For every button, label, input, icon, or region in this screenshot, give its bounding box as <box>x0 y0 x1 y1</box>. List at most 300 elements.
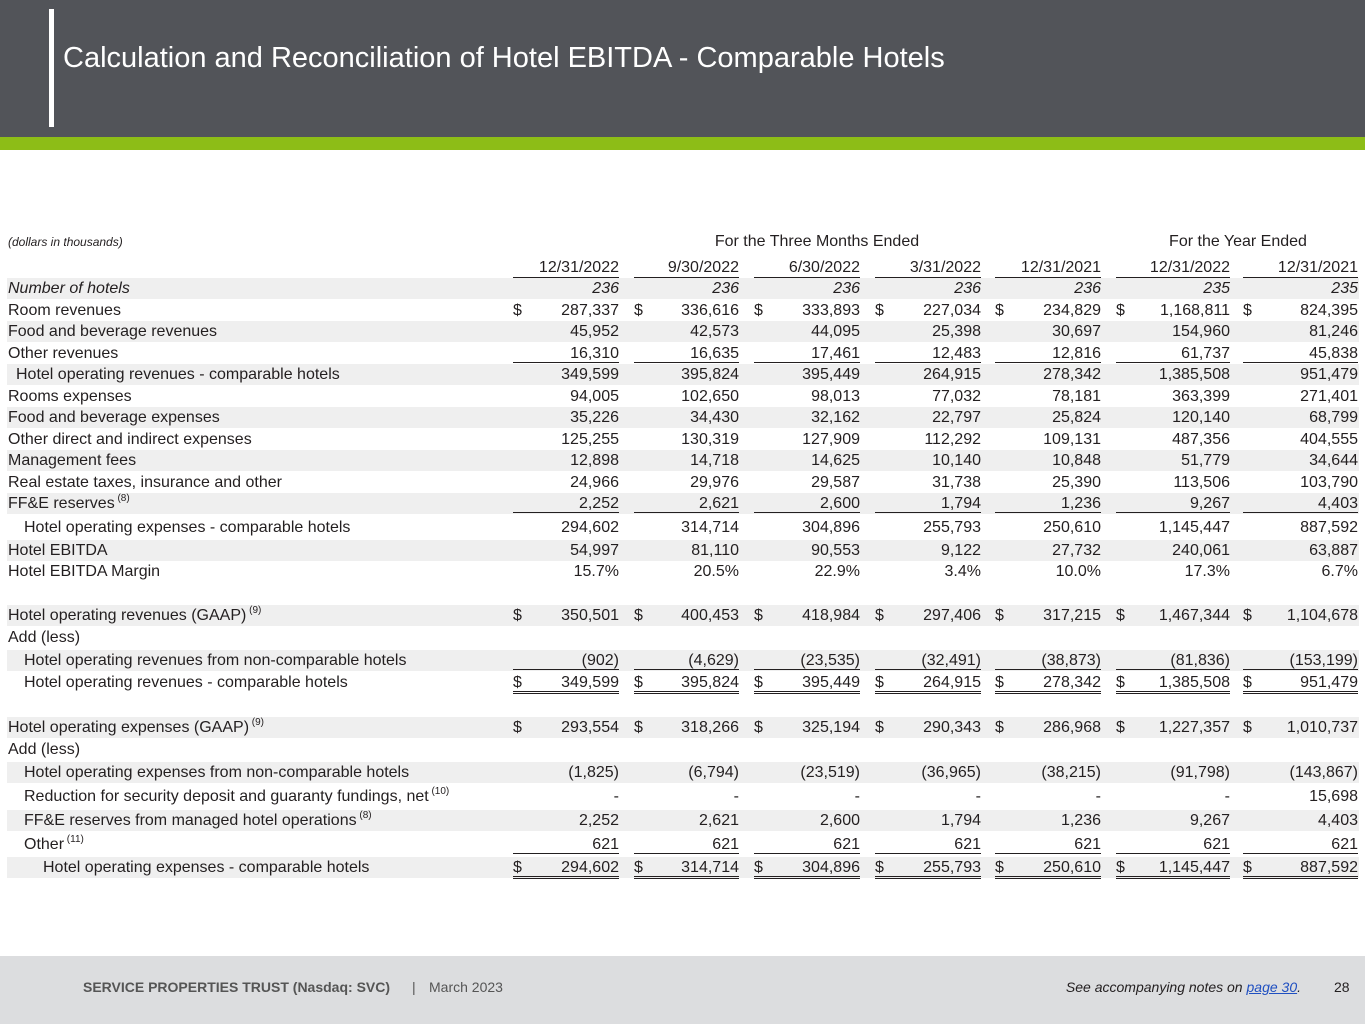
dollar-sign: $ <box>875 607 884 624</box>
dollar-sign: $ <box>1116 607 1125 624</box>
table-cell <box>875 495 981 513</box>
cell-value: 255,793 <box>923 859 981 876</box>
table-cell <box>513 719 619 736</box>
table-cell <box>513 563 619 580</box>
notes-page-link[interactable]: page 30 <box>1246 979 1298 995</box>
dollar-sign: $ <box>634 302 643 319</box>
cell-value: 349,599 <box>561 366 619 383</box>
cell-value: 25,398 <box>932 323 981 340</box>
table-cell <box>513 388 619 405</box>
column-header <box>634 259 739 278</box>
table-cell <box>754 366 860 383</box>
row-label-text: Food and beverage expenses <box>8 409 220 426</box>
row-label <box>8 629 80 647</box>
cell-value: 297,406 <box>923 607 981 624</box>
cell-value: 103,790 <box>1300 474 1358 491</box>
footnote-ref: (8) <box>114 493 130 504</box>
dollar-sign: $ <box>634 719 643 736</box>
table-cell <box>1243 674 1358 694</box>
table-cell <box>634 280 739 297</box>
table-cell <box>1116 431 1230 448</box>
cell-value: 30,697 <box>1052 323 1101 340</box>
table-cell <box>513 859 619 879</box>
dollar-sign: $ <box>634 674 643 691</box>
table-cell <box>754 764 860 781</box>
column-header-text: 3/31/2022 <box>909 259 981 276</box>
table-cell <box>634 652 739 670</box>
cell-value: 20.5% <box>693 563 739 580</box>
row-label-text: Management fees <box>8 452 137 469</box>
table-cell <box>875 388 981 405</box>
table-cell <box>754 741 860 758</box>
table-cell <box>1116 345 1230 363</box>
table-cell <box>995 563 1101 580</box>
table-cell <box>1116 280 1230 297</box>
table-cell <box>1116 674 1230 694</box>
cell-value: 1,145,447 <box>1158 859 1230 876</box>
table-cell <box>634 607 739 624</box>
cell-value: 24,966 <box>570 474 619 491</box>
cell-value: 45,838 <box>1309 345 1358 362</box>
dollar-sign: $ <box>1116 859 1125 876</box>
cell-value: 98,013 <box>811 388 860 405</box>
column-header-text: 12/31/2021 <box>1277 259 1358 276</box>
table-cell <box>1116 495 1230 513</box>
table-cell <box>1243 431 1358 448</box>
cell-value: 236 <box>954 280 981 297</box>
table-cell <box>875 719 981 736</box>
cell-value: 9,267 <box>1189 495 1230 512</box>
cell-value: 271,401 <box>1300 388 1358 405</box>
dollar-sign: $ <box>754 719 763 736</box>
cell-value: 1,104,678 <box>1286 607 1358 624</box>
row-label <box>8 542 108 560</box>
row-label-text: Room revenues <box>8 302 121 319</box>
cell-value: 10.0% <box>1055 563 1101 580</box>
column-header-row <box>7 257 1359 278</box>
row-label <box>24 812 372 830</box>
table-cell <box>1116 366 1230 383</box>
cell-value: 29,587 <box>811 474 860 491</box>
cell-value: 235 <box>1331 280 1358 297</box>
table-cell <box>634 452 739 469</box>
cell-value: 14,625 <box>811 452 860 469</box>
table-row <box>7 627 1359 648</box>
row-label-text: Food and beverage revenues <box>8 323 218 340</box>
table-row <box>7 810 1359 831</box>
cell-value: 294,602 <box>561 859 619 876</box>
table-cell <box>513 409 619 426</box>
table-row <box>7 834 1359 855</box>
row-label-text: Add (less) <box>8 629 81 646</box>
table-cell <box>513 495 619 513</box>
table-cell <box>995 652 1101 670</box>
table-cell <box>513 607 619 624</box>
cell-value: 317,215 <box>1043 607 1101 624</box>
footnote-ref: (8) <box>356 810 372 821</box>
cell-value: 1,467,344 <box>1158 607 1230 624</box>
table-cell <box>513 345 619 363</box>
table-cell <box>634 345 739 363</box>
table-cell <box>1116 859 1230 879</box>
row-label <box>8 388 132 406</box>
page-title: Calculation and Reconciliation of Hotel EBITDA - Comparable Hotels <box>63 42 945 74</box>
cell-value: 621 <box>833 836 860 853</box>
table-cell <box>634 764 739 781</box>
row-label <box>8 563 160 581</box>
table-cell <box>513 519 619 536</box>
table-cell <box>513 764 619 781</box>
cell-value: 17,461 <box>811 345 860 362</box>
cell-value: 395,449 <box>802 366 860 383</box>
cell-value: 120,140 <box>1172 409 1230 426</box>
row-label-text: Other revenues <box>8 345 119 362</box>
cell-value: 236 <box>592 280 619 297</box>
table-cell <box>1116 302 1230 319</box>
table-cell <box>1243 388 1358 405</box>
cell-value: 81,246 <box>1309 323 1358 340</box>
table-cell <box>754 409 860 426</box>
cell-value: 4,403 <box>1317 495 1358 512</box>
table-cell <box>995 302 1101 319</box>
row-label <box>8 719 264 737</box>
dollar-sign: $ <box>875 674 884 691</box>
cell-value: 250,610 <box>1043 519 1101 536</box>
cell-value: 2,600 <box>819 812 860 829</box>
table-cell <box>634 859 739 879</box>
table-cell <box>1116 812 1230 829</box>
table-cell <box>995 836 1101 854</box>
footnote-ref: (11) <box>64 834 84 845</box>
row-label-text: Hotel operating expenses - comparable hotels <box>43 859 370 876</box>
table-cell <box>634 719 739 736</box>
table-cell <box>875 741 981 758</box>
table-cell <box>875 452 981 469</box>
cell-value: 404,555 <box>1300 431 1358 448</box>
cell-value: 363,399 <box>1172 388 1230 405</box>
cell-value: (91,798) <box>1170 764 1230 781</box>
cell-value: 10,140 <box>932 452 981 469</box>
cell-value: 35,226 <box>570 409 619 426</box>
cell-value: 350,501 <box>561 607 619 624</box>
header-band <box>0 0 1365 137</box>
cell-value: 418,984 <box>802 607 860 624</box>
cell-value: 77,032 <box>932 388 981 405</box>
cell-value: 325,194 <box>802 719 860 736</box>
cell-value: 304,896 <box>802 519 860 536</box>
table-cell <box>1116 741 1230 758</box>
table-cell <box>875 764 981 781</box>
cell-value: 250,610 <box>1043 859 1101 876</box>
table-cell <box>875 323 981 340</box>
table-row <box>7 493 1359 514</box>
table-cell <box>1243 280 1358 297</box>
table-row <box>7 517 1359 538</box>
table-cell <box>513 788 619 805</box>
row-label <box>24 652 406 670</box>
cell-value: 395,449 <box>802 674 860 691</box>
row-label-text: Reduction for security deposit and guaranty fundings, net <box>24 788 429 805</box>
table-cell <box>513 323 619 340</box>
row-label <box>24 788 449 806</box>
cell-value: 2,621 <box>698 812 739 829</box>
cell-value: (1,825) <box>568 764 619 781</box>
cell-value: 236 <box>1074 280 1101 297</box>
cell-value: 824,395 <box>1300 302 1358 319</box>
table-cell <box>634 431 739 448</box>
cell-value: 16,310 <box>570 345 619 362</box>
table-cell <box>1243 345 1358 363</box>
table-cell <box>513 812 619 829</box>
cell-value: 293,554 <box>561 719 619 736</box>
column-header <box>1116 259 1230 278</box>
table-cell <box>875 280 981 297</box>
cell-value: 51,779 <box>1181 452 1230 469</box>
table-cell <box>513 629 619 646</box>
table-row <box>7 605 1359 626</box>
table-cell <box>513 431 619 448</box>
table-cell <box>513 280 619 297</box>
cell-value: (23,519) <box>800 764 860 781</box>
cell-value: - <box>854 788 860 805</box>
table-cell <box>754 836 860 854</box>
table-row <box>7 786 1359 807</box>
dollar-sign: $ <box>634 859 643 876</box>
cell-value: 14,718 <box>690 452 739 469</box>
table-cell <box>1116 323 1230 340</box>
dollar-sign: $ <box>995 859 1004 876</box>
cell-value: (143,867) <box>1289 764 1358 781</box>
row-label <box>24 674 348 692</box>
cell-value: 154,960 <box>1172 323 1230 340</box>
table-cell <box>995 607 1101 624</box>
table-cell <box>995 542 1101 559</box>
row-label <box>8 452 136 470</box>
footer-notes <box>1066 979 1301 995</box>
footnote-ref: (10) <box>428 786 450 797</box>
cell-value: 951,479 <box>1300 674 1358 691</box>
page-number: 28 <box>1334 979 1350 995</box>
table-cell <box>754 323 860 340</box>
cell-value: - <box>1095 788 1101 805</box>
table-cell <box>754 495 860 513</box>
table-cell <box>995 719 1101 736</box>
units-note: (dollars in thousands) <box>8 235 123 249</box>
table-row <box>7 450 1359 471</box>
dollar-sign: $ <box>1116 302 1125 319</box>
table-cell <box>995 519 1101 536</box>
cell-value: 34,430 <box>690 409 739 426</box>
row-label <box>43 859 369 877</box>
cell-value: 286,968 <box>1043 719 1101 736</box>
row-label-text: Other <box>24 836 65 853</box>
table-cell <box>1243 542 1358 559</box>
column-header-text: 9/30/2022 <box>667 259 739 276</box>
table-cell <box>1116 629 1230 646</box>
table-cell <box>995 764 1101 781</box>
table-row <box>7 762 1359 783</box>
table-cell <box>1116 652 1230 670</box>
table-cell <box>513 474 619 491</box>
table-cell <box>754 859 860 879</box>
cell-value: 400,453 <box>681 607 739 624</box>
cell-value: 294,602 <box>561 519 619 536</box>
table-cell <box>1116 607 1230 624</box>
dollar-sign: $ <box>754 607 763 624</box>
cell-value: 54,997 <box>570 542 619 559</box>
row-label <box>8 431 252 449</box>
cell-value: 621 <box>712 836 739 853</box>
table-cell <box>754 542 860 559</box>
column-header <box>513 259 619 278</box>
table-cell <box>754 345 860 363</box>
table-cell <box>875 674 981 694</box>
table-cell <box>634 366 739 383</box>
cell-value: 17.3% <box>1184 563 1230 580</box>
cell-value: 1,385,508 <box>1158 366 1230 383</box>
cell-value: 32,162 <box>811 409 860 426</box>
cell-value: 236 <box>712 280 739 297</box>
dollar-sign: $ <box>513 302 522 319</box>
table-cell <box>513 674 619 694</box>
table-cell <box>875 836 981 854</box>
dollar-sign: $ <box>875 719 884 736</box>
cell-value: 287,337 <box>561 302 619 319</box>
cell-value: 1,236 <box>1060 812 1101 829</box>
table-cell <box>995 388 1101 405</box>
cell-value: 304,896 <box>802 859 860 876</box>
cell-value: 61,737 <box>1181 345 1230 362</box>
table-cell <box>1116 452 1230 469</box>
table-row <box>7 739 1359 760</box>
cell-value: 1,168,811 <box>1160 302 1230 319</box>
table-cell <box>995 323 1101 340</box>
table-cell <box>634 563 739 580</box>
table-cell <box>634 788 739 805</box>
table-cell <box>634 302 739 319</box>
table-cell <box>875 542 981 559</box>
cell-value: 127,909 <box>802 431 860 448</box>
table-cell <box>875 788 981 805</box>
table-cell <box>754 674 860 694</box>
table-cell <box>875 366 981 383</box>
table-cell <box>995 345 1101 363</box>
footer <box>0 956 1365 1024</box>
dollar-sign: $ <box>995 719 1004 736</box>
table-row <box>7 300 1359 321</box>
table-cell <box>875 302 981 319</box>
table-row <box>7 343 1359 364</box>
table-cell <box>995 788 1101 805</box>
row-label <box>8 495 130 513</box>
table-cell <box>513 836 619 854</box>
table-cell <box>995 366 1101 383</box>
cell-value: 290,343 <box>923 719 981 736</box>
cell-value: 395,824 <box>681 674 739 691</box>
table-cell <box>1116 563 1230 580</box>
row-label <box>16 366 340 384</box>
table-cell <box>1116 542 1230 559</box>
column-header <box>995 259 1101 278</box>
table-cell <box>875 345 981 363</box>
table-cell <box>995 859 1101 879</box>
table-cell <box>1243 741 1358 758</box>
row-label <box>8 607 261 625</box>
table-cell <box>754 519 860 536</box>
dollar-sign: $ <box>1243 302 1252 319</box>
table-cell <box>995 812 1101 829</box>
footer-separator: | <box>412 979 416 995</box>
table-cell <box>1116 836 1230 854</box>
row-label <box>8 474 282 492</box>
row-label-text: Hotel operating expenses from non-comparable hotels <box>24 764 410 781</box>
table-cell <box>1243 409 1358 426</box>
cell-value: 109,131 <box>1043 431 1101 448</box>
cell-value: 29,976 <box>690 474 739 491</box>
table-cell <box>754 629 860 646</box>
table-cell <box>1116 764 1230 781</box>
row-label <box>8 741 80 759</box>
table-row <box>7 386 1359 407</box>
row-label-text: Hotel operating revenues - comparable hotels <box>16 366 340 383</box>
row-label-text: Other direct and indirect expenses <box>8 431 252 448</box>
cell-value: 9,267 <box>1189 812 1230 829</box>
table-row <box>7 540 1359 561</box>
cell-value: - <box>1224 788 1230 805</box>
row-label <box>8 280 130 298</box>
cell-value: 68,799 <box>1309 409 1358 426</box>
table-row <box>7 561 1359 582</box>
cell-value: 113,506 <box>1173 474 1230 491</box>
title-accent-bar <box>49 9 54 127</box>
cell-value: 236 <box>833 280 860 297</box>
cell-value: - <box>613 788 619 805</box>
table-cell <box>875 431 981 448</box>
table-cell <box>1243 859 1358 879</box>
dollar-sign: $ <box>513 674 522 691</box>
table-cell <box>754 812 860 829</box>
table-cell <box>1116 519 1230 536</box>
table-cell <box>1243 323 1358 340</box>
table-cell <box>1243 629 1358 646</box>
cell-value: 2,600 <box>819 495 860 512</box>
table-cell <box>995 629 1101 646</box>
table-row <box>7 472 1359 493</box>
cell-value: 487,356 <box>1172 431 1230 448</box>
table-cell <box>995 741 1101 758</box>
table-cell <box>634 388 739 405</box>
row-label <box>24 836 84 854</box>
dollar-sign: $ <box>995 607 1004 624</box>
column-header <box>875 259 981 278</box>
row-label-text: Hotel operating revenues (GAAP) <box>8 607 247 624</box>
group-header-year: For the Year Ended <box>1169 233 1307 250</box>
dollar-sign: $ <box>513 607 522 624</box>
cell-value: 264,915 <box>923 366 981 383</box>
table-cell <box>875 629 981 646</box>
column-header <box>754 259 860 278</box>
cell-value: 16,635 <box>690 345 739 362</box>
table-cell <box>1243 764 1358 781</box>
row-label-text: FF&E reserves from managed hotel operations <box>24 812 357 829</box>
cell-value: 12,816 <box>1052 345 1101 362</box>
table-cell <box>875 859 981 879</box>
table-cell <box>754 652 860 670</box>
table-cell <box>634 674 739 694</box>
dollar-sign: $ <box>875 302 884 319</box>
table-cell <box>995 474 1101 491</box>
cell-value: 621 <box>1074 836 1101 853</box>
